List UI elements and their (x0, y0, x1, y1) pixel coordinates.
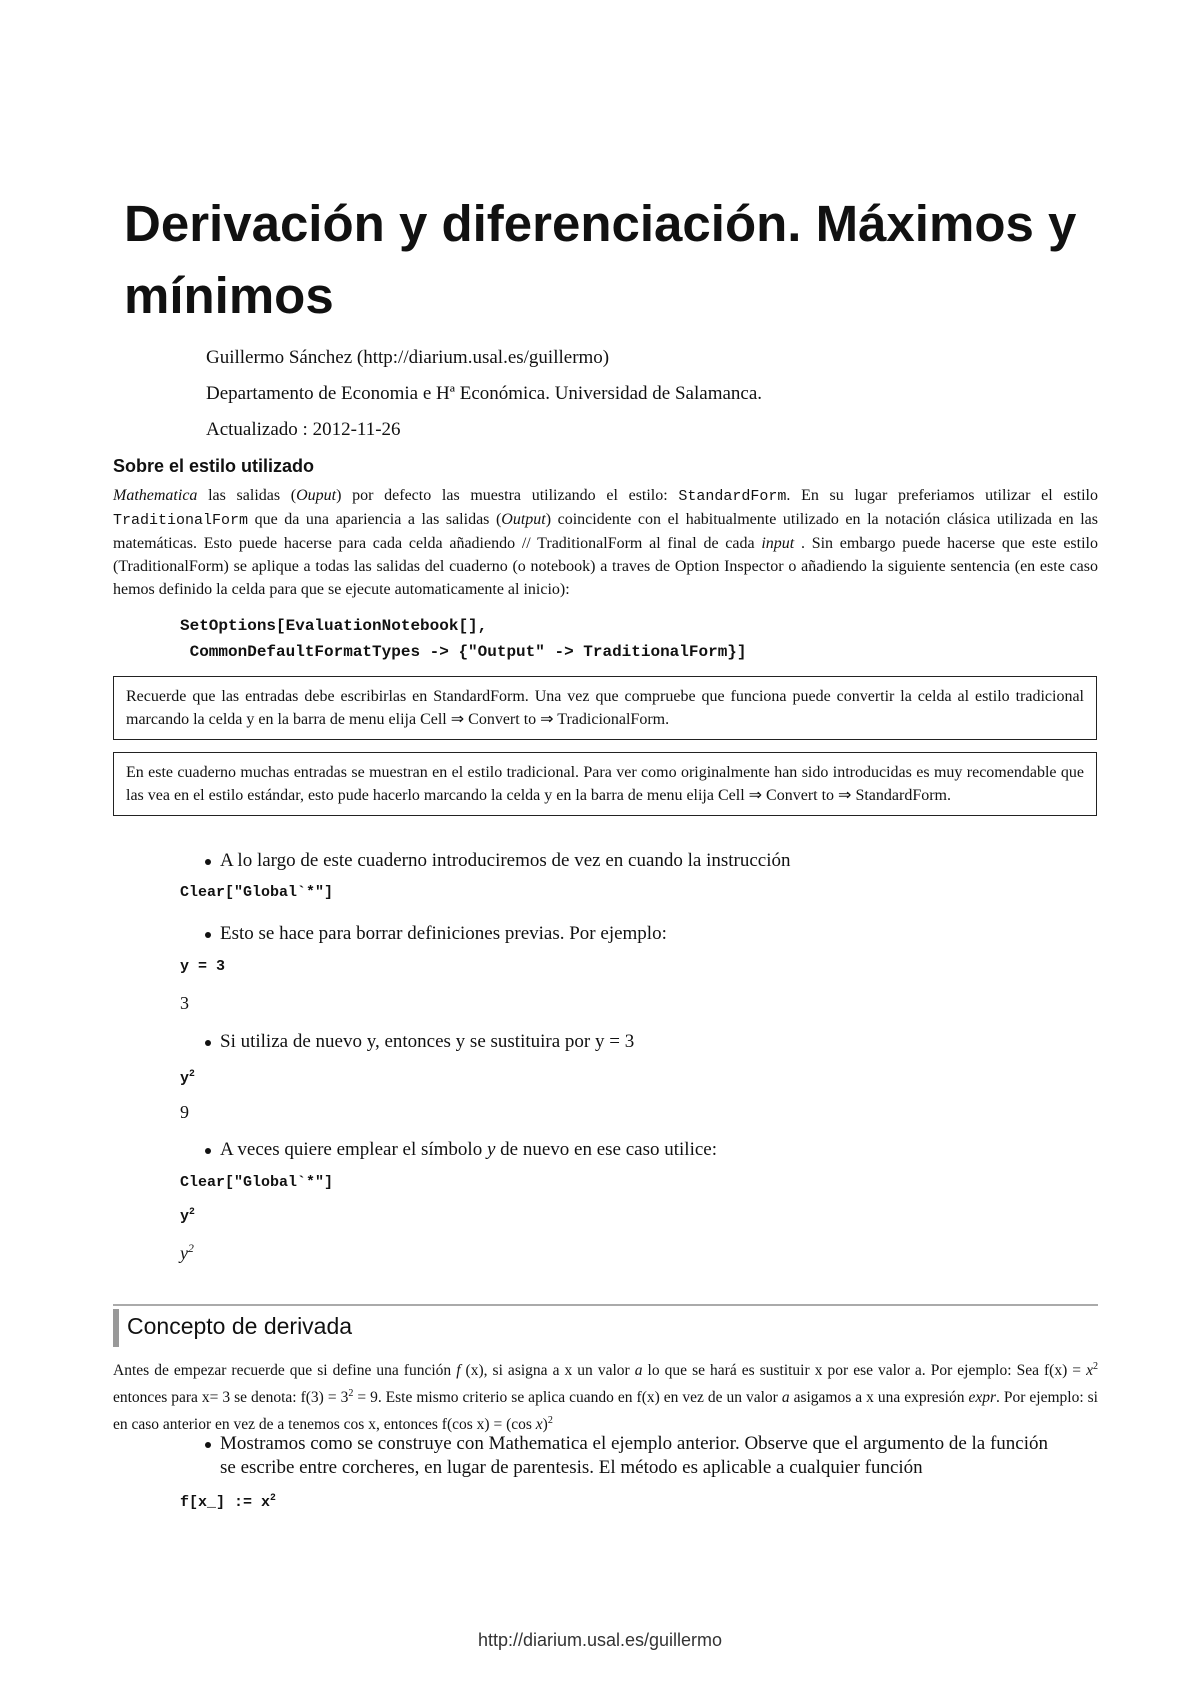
para-exponent: 2 (547, 1415, 553, 1427)
para-text: . Por ejemplo: si en caso anterior en vez de a tenemos cos x, entonces f(cos x) = (cos (113, 1389, 1098, 1434)
code-clear: Clear["Global`*"] (180, 884, 334, 901)
para-text: ) coincidente con el habitualmente utilizado en la notación clásica utilizada en las matemáticas. Esto puede hacerse para cada celda añadiendo // TraditionalForm al final de cada (113, 511, 1098, 552)
input-y-squared (180, 1068, 195, 1087)
bullet-text: Si utiliza de nuevo y, entonces y se sustituira por y = 3 (220, 1031, 635, 1052)
para-text: x (535, 1416, 543, 1434)
updated-line: Actualizado : 2012-11-26 (206, 419, 401, 440)
output-exponent: 2 (188, 1242, 194, 1255)
bullet-icon (205, 1040, 211, 1046)
code-base: y (180, 1070, 190, 1087)
bullet-item (220, 1432, 1050, 1480)
bullet-text: Mostramos como se construye con Mathematica el ejemplo anterior. Observe que el argumento de la función se escribe entre corcheres, en lugar de parentesis. El método es aplicable a cualquier función (220, 1433, 1049, 1478)
para-exponent: 2 (348, 1388, 354, 1400)
para-code: StandardForm (678, 488, 787, 505)
section-divider (113, 1304, 1098, 1306)
para-text: ) por defecto las muestra utilizando el estilo: (336, 487, 679, 504)
para-text: entonces para x= 3 se denota: f(3) = 3 (113, 1389, 349, 1407)
code-define-f (180, 1492, 276, 1511)
bullet-text: y (486, 1139, 496, 1160)
para-code: TraditionalForm (113, 512, 249, 529)
para-text: expr (968, 1389, 997, 1407)
bullet-icon (205, 1442, 211, 1448)
para-text: Ouput (296, 487, 337, 504)
bullet-item (220, 922, 1100, 946)
para-text: (x), si asigna a x un valor (460, 1362, 635, 1380)
code-clear: Clear["Global`*"] (180, 1174, 334, 1191)
code-text: f[x_] := x (180, 1494, 271, 1511)
para-text: asigamos a x una expresión (789, 1389, 969, 1407)
para-text: . Sin embargo puede hacerse que este estilo (TraditionalForm) se aplique a todas las salidas del cuaderno (o notebook) a traves de Option Inspector o añadiendo la siguiente sentencia (en este caso hemos definido la celda para que se ejecute automaticamente al inicio): (113, 535, 1098, 598)
para-text: input (761, 535, 795, 552)
page-footer-url: http://diarium.usal.es/guillermo (477, 1630, 723, 1650)
bullet-icon (205, 932, 211, 938)
output-y-squared (180, 1242, 194, 1264)
code-base: y (180, 1208, 190, 1225)
input-y-squared (180, 1206, 195, 1225)
style-paragraph (113, 484, 1098, 601)
bullet-item (220, 1138, 1100, 1162)
code-exponent: 2 (270, 1492, 276, 1503)
section-marker (113, 1309, 119, 1347)
output-value: 3 (180, 993, 189, 1013)
derivative-paragraph (113, 1355, 1098, 1436)
code-exponent: 2 (189, 1068, 195, 1079)
para-text: Mathematica (113, 487, 198, 504)
para-text: Output (501, 511, 546, 528)
para-text: las salidas ( (197, 487, 297, 504)
note-box-traditional: En este cuaderno muchas entradas se muestran en el estilo tradicional. Para ver como originalmente han sido introducidas es muy recomendable que las vea en el estilo estándar, esto pude hacerlo marcando la celda y en la barra de menu elija Cell ⇒ Convert to ⇒ StandardForm. (113, 752, 1097, 816)
code-setoptions-line2: CommonDefaultFormatTypes -> {"Output" -> TraditionalForm}] (180, 643, 747, 661)
bullet-icon (205, 859, 211, 865)
para-text: a (634, 1362, 643, 1380)
author-line: Guillermo Sánchez (http://diarium.usal.es/guillermo) (206, 347, 610, 368)
para-text: ) (542, 1416, 548, 1434)
bullet-item (220, 849, 1100, 873)
section-heading-derivative: Concepto de derivada (127, 1313, 353, 1339)
output-value: 9 (180, 1102, 189, 1122)
output-base: y (180, 1243, 188, 1263)
para-text: f (456, 1362, 461, 1380)
para-text: Antes de empezar recuerde que si define una función (113, 1362, 457, 1380)
section-heading-style: Sobre el estilo utilizado (113, 456, 315, 476)
para-text: a (781, 1389, 790, 1407)
document-title: Derivación y diferenciación. Máximos y mínimos (124, 195, 1077, 324)
department-line: Departamento de Economia e Hª Económica. Universidad de Salamanca. (206, 383, 763, 404)
para-text: lo que se hará es sustituir x por ese valor a. Por ejemplo: Sea f(x) = (642, 1362, 1087, 1380)
note-box-standardform: Recuerde que las entradas debe escribirlas en StandardForm. Una vez que compruebe que funciona puede convertir la celda al estilo tradicional marcando la celda y en la barra de menu elija Cell ⇒ Convert to ⇒ TradicionalForm. (113, 676, 1097, 740)
bullet-icon (205, 1148, 211, 1154)
bullet-text: A lo largo de este cuaderno introduciremos de vez en cuando la instrucción (220, 850, 791, 871)
para-text: que da una apariencia a las salidas ( (248, 511, 502, 528)
bullet-text: A veces quiere emplear el símbolo (220, 1139, 487, 1160)
para-exponent: 2 (1092, 1361, 1098, 1372)
bullet-item (220, 1030, 1100, 1054)
para-text: x (1086, 1362, 1093, 1380)
code-exponent: 2 (189, 1206, 195, 1217)
para-text: = 9. Este mismo criterio se aplica cuando en f(x) en vez de un valor (353, 1389, 782, 1407)
code-setoptions-line1: SetOptions[EvaluationNotebook[], (180, 617, 488, 635)
bullet-text: de nuevo en ese caso utilice: (495, 1139, 717, 1160)
input-y-equals-3: y = 3 (180, 958, 226, 975)
para-text: . En su lugar preferiamos utilizar el estilo (786, 487, 1099, 504)
bullet-text: Esto se hace para borrar definiciones previas. Por ejemplo: (220, 923, 667, 944)
